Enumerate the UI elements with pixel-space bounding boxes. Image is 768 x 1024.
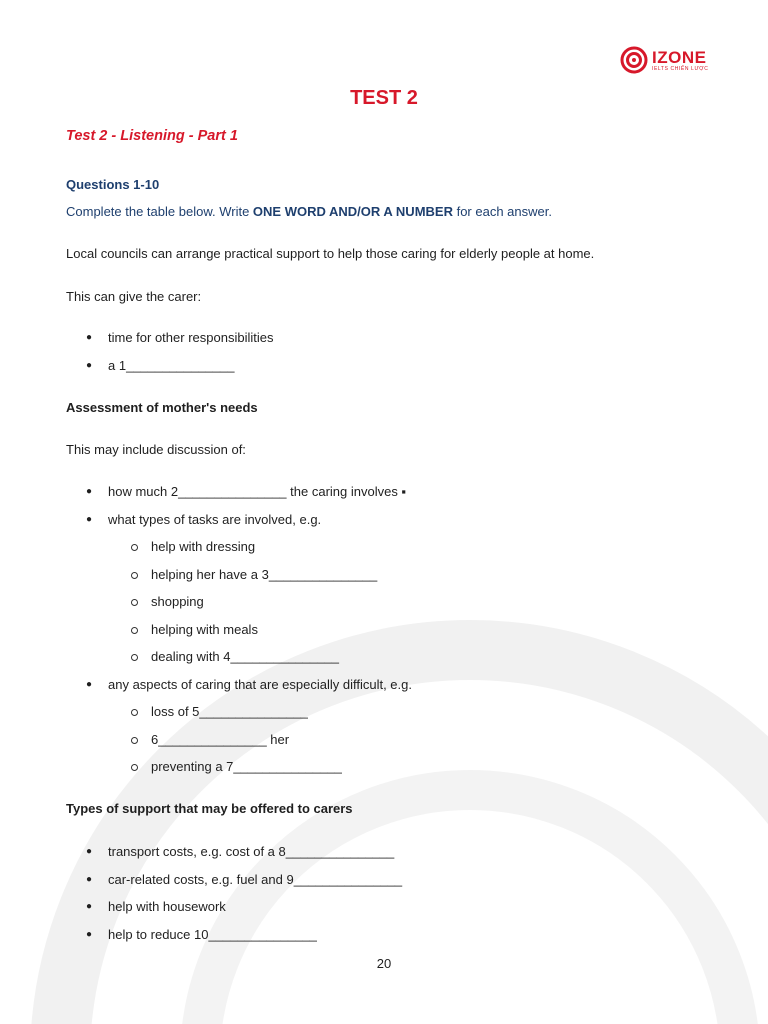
list-item: what types of tasks are involved, e.g. <box>108 512 322 527</box>
izone-logo <box>620 46 708 74</box>
list-item: a 1_______________ <box>108 358 235 373</box>
instruction <box>66 204 552 219</box>
bullet-dot: ● <box>86 332 93 343</box>
carer-intro: This can give the carer: <box>66 289 202 304</box>
list-item: help to reduce 10_______________ <box>108 927 317 942</box>
bullet-dot: ● <box>86 486 93 497</box>
list-item: help with housework <box>108 899 226 914</box>
bullet-dot: ● <box>86 874 93 885</box>
page-title: TEST 2 <box>350 87 418 109</box>
logo-word: IZONE <box>652 47 707 67</box>
page-number: 20 <box>376 956 392 971</box>
sub-list-item: help with dressing <box>151 539 256 554</box>
sub-bullet-circle <box>131 654 138 661</box>
instruction-bold: ONE WORD AND/OR A NUMBER <box>252 204 453 219</box>
sub-bullet-circle <box>131 599 138 606</box>
list-item: any aspects of caring that are especially difficult, e.g. <box>108 677 412 692</box>
list-item: time for other responsibilities <box>108 330 274 345</box>
target-logo-icon <box>620 46 648 74</box>
questions-heading: Questions 1-10 <box>66 177 160 192</box>
instruction-before: Complete the table below. Write <box>66 204 253 219</box>
support-heading: Types of support that may be offered to carers <box>66 801 353 816</box>
list-item: car-related costs, e.g. fuel and 9_______________ <box>108 872 403 887</box>
logo-tagline: IELTS CHIẾN LƯỢC <box>652 65 709 72</box>
bullet-dot: ● <box>86 846 93 857</box>
sub-bullet-circle <box>131 572 138 579</box>
bullet-dot: ● <box>86 514 93 525</box>
section-subtitle: Test 2 - Listening - Part 1 <box>66 128 238 144</box>
sub-list-item: helping her have a 3_______________ <box>151 567 378 582</box>
intro-text: Local councils can arrange practical support to help those caring for elderly people at home. <box>66 246 595 261</box>
assessment-intro: This may include discussion of: <box>66 442 246 457</box>
list-item: how much 2_______________ the caring involves ▪ <box>108 484 407 499</box>
bullet-dot: ● <box>86 901 93 912</box>
sub-list-item: helping with meals <box>151 622 258 637</box>
assessment-heading: Assessment of mother's needs <box>66 400 258 415</box>
sub-bullet-circle <box>131 737 138 744</box>
list-item: transport costs, e.g. cost of a 8_______________ <box>108 844 395 859</box>
sub-list-item: preventing a 7_______________ <box>151 759 342 774</box>
instruction-after: for each answer. <box>452 204 552 219</box>
sub-bullet-circle <box>131 709 138 716</box>
bullet-dot: ● <box>86 929 93 940</box>
sub-list-item: shopping <box>151 594 204 609</box>
sub-list-item: 6_______________ her <box>151 732 290 747</box>
sub-list-item: dealing with 4_______________ <box>151 649 339 664</box>
sub-list-item: loss of 5_______________ <box>151 704 308 719</box>
sub-bullet-circle <box>131 544 138 551</box>
bullet-dot: ● <box>86 679 93 690</box>
sub-bullet-circle <box>131 764 138 771</box>
sub-bullet-circle <box>131 627 138 634</box>
bullet-dot: ● <box>86 360 93 371</box>
